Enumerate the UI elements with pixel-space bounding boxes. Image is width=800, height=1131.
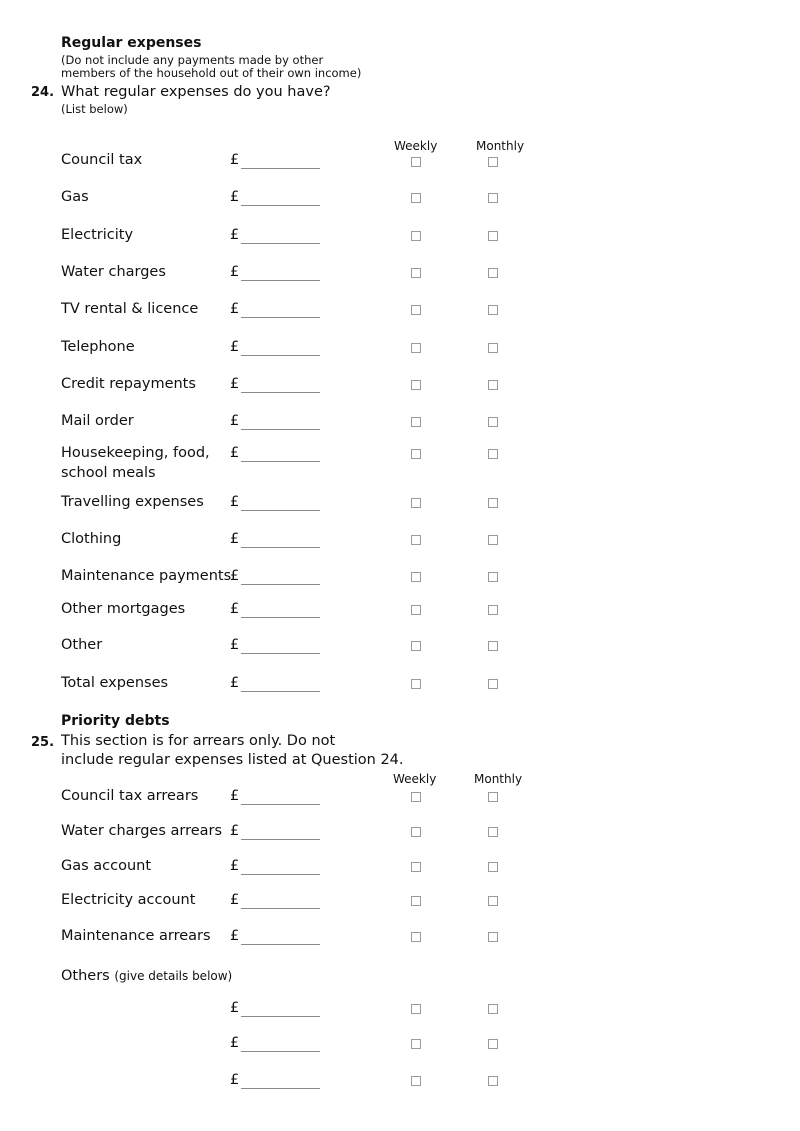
monthly-checkbox[interactable] — [488, 1076, 498, 1086]
monthly-checkbox[interactable] — [488, 193, 498, 203]
question-25-line2: include regular expenses listed at Question 24. — [61, 752, 404, 768]
list-below-note: (List below) — [61, 102, 128, 116]
regular-label-line2: school meals — [61, 465, 156, 481]
question-number-24: 24. — [31, 85, 55, 100]
monthly-column-header-priority: Monthly — [474, 772, 523, 786]
amount-entry-line[interactable] — [241, 392, 320, 393]
pound-sign: £ — [230, 892, 240, 908]
monthly-checkbox[interactable] — [488, 792, 498, 802]
section-heading-priority-debts: Priority debts — [61, 713, 170, 729]
weekly-checkbox[interactable] — [411, 605, 421, 615]
weekly-checkbox[interactable] — [411, 896, 421, 906]
monthly-checkbox[interactable] — [488, 305, 498, 315]
amount-entry-line[interactable] — [241, 691, 320, 692]
monthly-checkbox[interactable] — [488, 343, 498, 353]
weekly-column-header: Weekly — [394, 139, 438, 153]
regular-label: Maintenance payments — [61, 568, 232, 584]
pound-sign: £ — [230, 152, 240, 168]
monthly-checkbox[interactable] — [488, 535, 498, 545]
section-heading-regular-expenses: Regular expenses — [61, 35, 202, 51]
monthly-checkbox[interactable] — [488, 157, 498, 167]
pound-sign: £ — [230, 1035, 240, 1051]
pound-sign: £ — [230, 568, 240, 584]
monthly-checkbox[interactable] — [488, 932, 498, 942]
weekly-checkbox[interactable] — [411, 343, 421, 353]
pound-sign: £ — [230, 339, 240, 355]
weekly-checkbox[interactable] — [411, 572, 421, 582]
regular-label: Credit repayments — [61, 376, 196, 392]
regular-label: Gas — [61, 189, 89, 205]
regular-label: Clothing — [61, 531, 122, 547]
regular-label: Housekeeping, food, — [61, 445, 210, 461]
regular-label: Council tax — [61, 152, 143, 168]
regular-expenses-note-line1: (Do not include any payments made by other — [61, 53, 324, 67]
pound-sign: £ — [230, 376, 240, 392]
amount-entry-line[interactable] — [241, 243, 320, 244]
question-number-25: 25. — [31, 735, 55, 750]
monthly-checkbox[interactable] — [488, 572, 498, 582]
regular-label: Other — [61, 637, 103, 653]
amount-entry-line[interactable] — [241, 1016, 320, 1017]
amount-entry-line[interactable] — [241, 1051, 320, 1052]
monthly-checkbox[interactable] — [488, 1039, 498, 1049]
regular-label: Electricity — [61, 227, 134, 243]
pound-sign: £ — [230, 928, 240, 944]
monthly-checkbox[interactable] — [488, 641, 498, 651]
pound-sign: £ — [230, 788, 240, 804]
pound-sign: £ — [230, 227, 240, 243]
monthly-checkbox[interactable] — [488, 1004, 498, 1014]
amount-entry-line[interactable] — [241, 584, 320, 585]
pound-sign: £ — [230, 823, 240, 839]
monthly-checkbox[interactable] — [488, 605, 498, 615]
amount-entry-line[interactable] — [241, 510, 320, 511]
amount-entry-line[interactable] — [241, 804, 320, 805]
amount-entry-line[interactable] — [241, 168, 320, 169]
amount-entry-line[interactable] — [241, 461, 320, 462]
weekly-checkbox[interactable] — [411, 449, 421, 459]
weekly-checkbox[interactable] — [411, 380, 421, 390]
weekly-checkbox[interactable] — [411, 1039, 421, 1049]
monthly-checkbox[interactable] — [488, 827, 498, 837]
amount-entry-line[interactable] — [241, 547, 320, 548]
weekly-checkbox[interactable] — [411, 862, 421, 872]
monthly-checkbox[interactable] — [488, 896, 498, 906]
weekly-checkbox[interactable] — [411, 305, 421, 315]
regular-label: Water charges — [61, 264, 166, 280]
monthly-column-header: Monthly — [476, 139, 525, 153]
weekly-checkbox[interactable] — [411, 679, 421, 689]
regular-label: Travelling expenses — [61, 494, 204, 510]
priority-label: Electricity account — [61, 892, 196, 908]
pound-sign: £ — [230, 189, 240, 205]
amount-entry-line[interactable] — [241, 1088, 320, 1089]
monthly-checkbox[interactable] — [488, 417, 498, 427]
pound-sign: £ — [230, 301, 240, 317]
others-label — [61, 968, 232, 984]
pound-sign: £ — [230, 637, 240, 653]
weekly-checkbox[interactable] — [411, 792, 421, 802]
pound-sign: £ — [230, 1000, 240, 1016]
amount-entry-line[interactable] — [241, 908, 320, 909]
weekly-checkbox[interactable] — [411, 535, 421, 545]
weekly-checkbox[interactable] — [411, 1004, 421, 1014]
weekly-checkbox[interactable] — [411, 1076, 421, 1086]
regular-label: Other mortgages — [61, 601, 186, 617]
pound-sign: £ — [230, 531, 240, 547]
amount-entry-line[interactable] — [241, 653, 320, 654]
priority-label: Maintenance arrears — [61, 928, 211, 944]
pound-sign: £ — [230, 675, 240, 691]
amount-entry-line[interactable] — [241, 429, 320, 430]
regular-expenses-note-line2: members of the household out of their own income) — [61, 66, 362, 80]
pound-sign: £ — [230, 413, 240, 429]
monthly-checkbox[interactable] — [488, 449, 498, 459]
amount-entry-line[interactable] — [241, 205, 320, 206]
weekly-column-header-priority: Weekly — [393, 772, 437, 786]
amount-entry-line[interactable] — [241, 944, 320, 945]
weekly-checkbox[interactable] — [411, 932, 421, 942]
pound-sign: £ — [230, 1072, 240, 1088]
weekly-checkbox[interactable] — [411, 641, 421, 651]
question-24-text: What regular expenses do you have? — [61, 84, 331, 100]
regular-label: Telephone — [61, 339, 135, 355]
regular-label: TV rental & licence — [61, 301, 199, 317]
weekly-checkbox[interactable] — [411, 268, 421, 278]
weekly-checkbox[interactable] — [411, 157, 421, 167]
monthly-checkbox[interactable] — [488, 380, 498, 390]
amount-entry-line[interactable] — [241, 355, 320, 356]
amount-entry-line[interactable] — [241, 874, 320, 875]
others-label-text: Others — [61, 968, 110, 984]
weekly-checkbox[interactable] — [411, 417, 421, 427]
pound-sign: £ — [230, 601, 240, 617]
weekly-checkbox[interactable] — [411, 231, 421, 241]
pound-sign: £ — [230, 445, 240, 461]
weekly-checkbox[interactable] — [411, 827, 421, 837]
monthly-checkbox[interactable] — [488, 498, 498, 508]
weekly-checkbox[interactable] — [411, 498, 421, 508]
weekly-checkbox[interactable] — [411, 193, 421, 203]
pound-sign: £ — [230, 494, 240, 510]
priority-label: Water charges arrears — [61, 823, 223, 839]
regular-label: Mail order — [61, 413, 134, 429]
others-note: (give details below) — [114, 969, 233, 983]
monthly-checkbox[interactable] — [488, 862, 498, 872]
regular-label: Total expenses — [61, 675, 169, 691]
amount-entry-line[interactable] — [241, 280, 320, 281]
amount-entry-line[interactable] — [241, 617, 320, 618]
monthly-checkbox[interactable] — [488, 679, 498, 689]
pound-sign: £ — [230, 858, 240, 874]
monthly-checkbox[interactable] — [488, 268, 498, 278]
question-25-line1: This section is for arrears only. Do not — [61, 733, 336, 749]
pound-sign: £ — [230, 264, 240, 280]
monthly-checkbox[interactable] — [488, 231, 498, 241]
priority-label: Gas account — [61, 858, 152, 874]
priority-label: Council tax arrears — [61, 788, 199, 804]
amount-entry-line[interactable] — [241, 317, 320, 318]
amount-entry-line[interactable] — [241, 839, 320, 840]
